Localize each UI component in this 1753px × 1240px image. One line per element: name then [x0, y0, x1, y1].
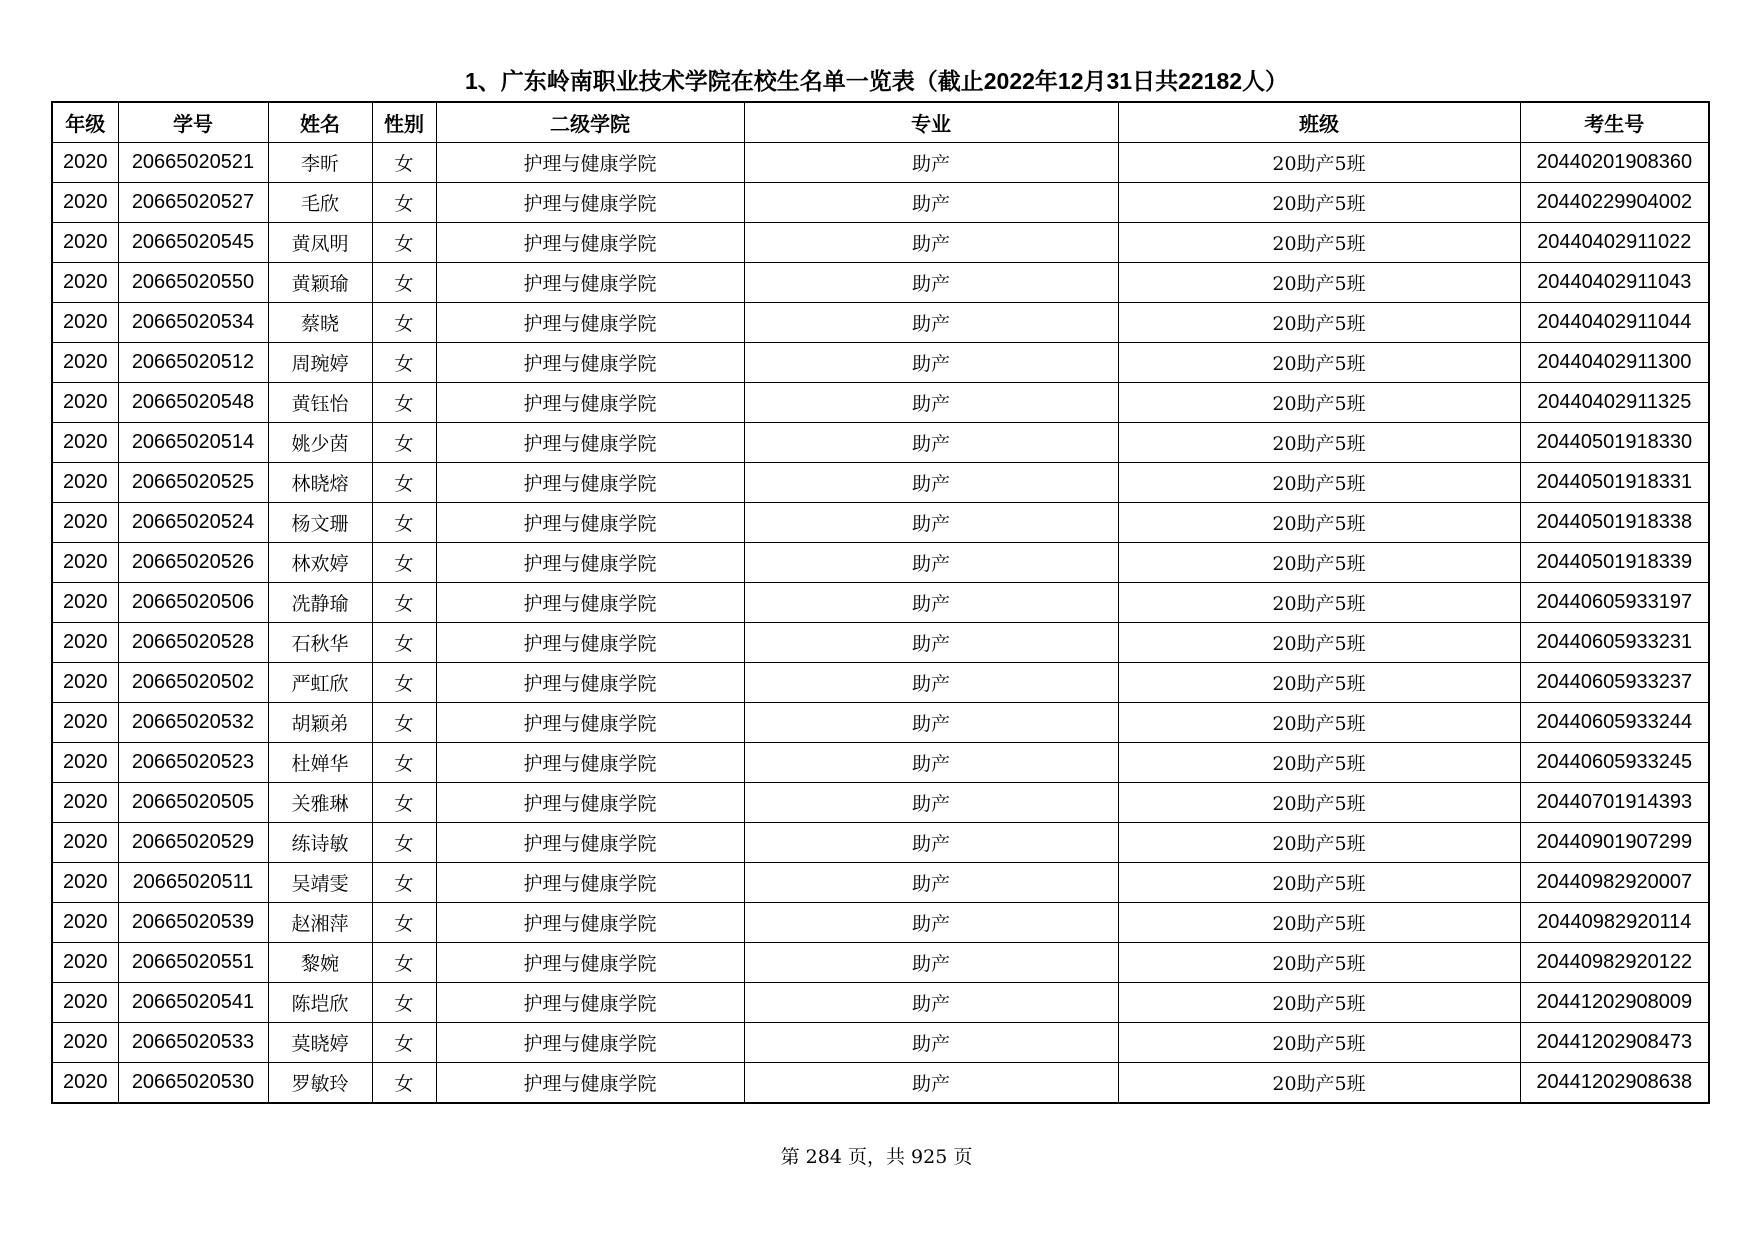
major-cell: 助产 — [744, 263, 1118, 303]
name-cell: 李昕 — [268, 143, 372, 183]
college-cell: 护理与健康学院 — [436, 183, 744, 223]
student-id-cell: 20665020541 — [118, 983, 268, 1023]
college-cell: 护理与健康学院 — [436, 223, 744, 263]
name-cell: 练诗敏 — [268, 823, 372, 863]
page-number-footer: 第 284 页，共 925 页 — [780, 1146, 973, 1168]
college-cell: 护理与健康学院 — [436, 903, 744, 943]
grade-cell: 2020 — [52, 1023, 118, 1063]
exam-id-cell: 20440402911043 — [1520, 263, 1709, 303]
grade-cell: 2020 — [52, 343, 118, 383]
class-cell: 20助产5班 — [1118, 143, 1520, 183]
college-cell: 护理与健康学院 — [436, 663, 744, 703]
gender-cell: 女 — [372, 503, 436, 543]
student-id-cell: 20665020532 — [118, 703, 268, 743]
exam-id-cell: 20440402911022 — [1520, 223, 1709, 263]
exam-id-cell: 20440501918331 — [1520, 463, 1709, 503]
major-cell: 助产 — [744, 983, 1118, 1023]
class-cell: 20助产5班 — [1118, 303, 1520, 343]
name-cell: 赵湘萍 — [268, 903, 372, 943]
major-cell: 助产 — [744, 743, 1118, 783]
table-row — [52, 583, 1709, 623]
student-id-cell: 20665020526 — [118, 543, 268, 583]
class-cell: 20助产5班 — [1118, 903, 1520, 943]
exam-id-cell: 20440901907299 — [1520, 823, 1709, 863]
grade-cell: 2020 — [52, 663, 118, 703]
exam-id-cell: 20440982920114 — [1520, 903, 1709, 943]
exam-id-cell: 20440402911044 — [1520, 303, 1709, 343]
major-cell: 助产 — [744, 463, 1118, 503]
exam-id-cell: 20440501918330 — [1520, 423, 1709, 463]
gender-cell: 女 — [372, 303, 436, 343]
class-cell: 20助产5班 — [1118, 423, 1520, 463]
exam-id-cell: 20440402911300 — [1520, 343, 1709, 383]
college-cell: 护理与健康学院 — [436, 303, 744, 343]
class-cell: 20助产5班 — [1118, 1023, 1520, 1063]
exam-id-cell: 20440501918339 — [1520, 543, 1709, 583]
class-cell: 20助产5班 — [1118, 463, 1520, 503]
table-row — [52, 183, 1709, 223]
exam-id-cell: 20440229904002 — [1520, 183, 1709, 223]
exam-id-cell: 20440982920007 — [1520, 863, 1709, 903]
class-cell: 20助产5班 — [1118, 623, 1520, 663]
table-row — [52, 983, 1709, 1023]
student-id-cell: 20665020506 — [118, 583, 268, 623]
table-row — [52, 503, 1709, 543]
grade-cell: 2020 — [52, 983, 118, 1023]
name-cell: 林欢婷 — [268, 543, 372, 583]
column-header-gender: 性别 — [372, 102, 436, 143]
exam-id-cell: 20441202908638 — [1520, 1063, 1709, 1104]
student-id-cell: 20665020511 — [118, 863, 268, 903]
gender-cell: 女 — [372, 263, 436, 303]
student-id-cell: 20665020525 — [118, 463, 268, 503]
student-id-cell: 20665020514 — [118, 423, 268, 463]
column-header-college: 二级学院 — [436, 102, 744, 143]
student-id-cell: 20665020512 — [118, 343, 268, 383]
gender-cell: 女 — [372, 343, 436, 383]
grade-cell: 2020 — [52, 583, 118, 623]
table-row — [52, 783, 1709, 823]
gender-cell: 女 — [372, 863, 436, 903]
major-cell: 助产 — [744, 343, 1118, 383]
grade-cell: 2020 — [52, 743, 118, 783]
grade-cell: 2020 — [52, 703, 118, 743]
table-row — [52, 623, 1709, 663]
gender-cell: 女 — [372, 223, 436, 263]
student-id-cell: 20665020529 — [118, 823, 268, 863]
grade-cell: 2020 — [52, 863, 118, 903]
major-cell: 助产 — [744, 383, 1118, 423]
student-id-cell: 20665020551 — [118, 943, 268, 983]
major-cell: 助产 — [744, 183, 1118, 223]
table-header-row — [52, 102, 1709, 143]
gender-cell: 女 — [372, 703, 436, 743]
major-cell: 助产 — [744, 663, 1118, 703]
college-cell: 护理与健康学院 — [436, 743, 744, 783]
major-cell: 助产 — [744, 823, 1118, 863]
student-id-cell: 20665020534 — [118, 303, 268, 343]
college-cell: 护理与健康学院 — [436, 823, 744, 863]
college-cell: 护理与健康学院 — [436, 783, 744, 823]
table-row — [52, 343, 1709, 383]
exam-id-cell: 20440605933245 — [1520, 743, 1709, 783]
class-cell: 20助产5班 — [1118, 743, 1520, 783]
class-cell: 20助产5班 — [1118, 503, 1520, 543]
major-cell: 助产 — [744, 903, 1118, 943]
exam-id-cell: 20440605933237 — [1520, 663, 1709, 703]
college-cell: 护理与健康学院 — [436, 1063, 744, 1104]
table-row — [52, 223, 1709, 263]
college-cell: 护理与健康学院 — [436, 423, 744, 463]
table-row — [52, 263, 1709, 303]
student-id-cell: 20665020548 — [118, 383, 268, 423]
name-cell: 石秋华 — [268, 623, 372, 663]
name-cell: 关雅琳 — [268, 783, 372, 823]
grade-cell: 2020 — [52, 623, 118, 663]
class-cell: 20助产5班 — [1118, 823, 1520, 863]
table-row — [52, 863, 1709, 903]
grade-cell: 2020 — [52, 543, 118, 583]
column-header-name: 姓名 — [268, 102, 372, 143]
major-cell: 助产 — [744, 783, 1118, 823]
grade-cell: 2020 — [52, 463, 118, 503]
table-row — [52, 143, 1709, 183]
exam-id-cell: 20440605933244 — [1520, 703, 1709, 743]
student-id-cell: 20665020502 — [118, 663, 268, 703]
college-cell: 护理与健康学院 — [436, 943, 744, 983]
student-id-cell: 20665020527 — [118, 183, 268, 223]
gender-cell: 女 — [372, 383, 436, 423]
name-cell: 吴靖雯 — [268, 863, 372, 903]
class-cell: 20助产5班 — [1118, 863, 1520, 903]
grade-cell: 2020 — [52, 223, 118, 263]
class-cell: 20助产5班 — [1118, 663, 1520, 703]
gender-cell: 女 — [372, 1023, 436, 1063]
college-cell: 护理与健康学院 — [436, 583, 744, 623]
grade-cell: 2020 — [52, 503, 118, 543]
class-cell: 20助产5班 — [1118, 343, 1520, 383]
college-cell: 护理与健康学院 — [436, 263, 744, 303]
grade-cell: 2020 — [52, 903, 118, 943]
class-cell: 20助产5班 — [1118, 183, 1520, 223]
student-id-cell: 20665020521 — [118, 143, 268, 183]
college-cell: 护理与健康学院 — [436, 343, 744, 383]
exam-id-cell: 20441202908473 — [1520, 1023, 1709, 1063]
student-id-cell: 20665020539 — [118, 903, 268, 943]
table-row — [52, 743, 1709, 783]
name-cell: 林晓熔 — [268, 463, 372, 503]
name-cell: 莫晓婷 — [268, 1023, 372, 1063]
student-id-cell: 20665020505 — [118, 783, 268, 823]
gender-cell: 女 — [372, 783, 436, 823]
student-id-cell: 20665020545 — [118, 223, 268, 263]
table-row — [52, 383, 1709, 423]
name-cell: 冼静瑜 — [268, 583, 372, 623]
table-row — [52, 943, 1709, 983]
gender-cell: 女 — [372, 183, 436, 223]
grade-cell: 2020 — [52, 423, 118, 463]
name-cell: 黎婉 — [268, 943, 372, 983]
major-cell: 助产 — [744, 1023, 1118, 1063]
exam-id-cell: 20441202908009 — [1520, 983, 1709, 1023]
table-row — [52, 703, 1709, 743]
name-cell: 严虹欣 — [268, 663, 372, 703]
major-cell: 助产 — [744, 863, 1118, 903]
major-cell: 助产 — [744, 423, 1118, 463]
college-cell: 护理与健康学院 — [436, 503, 744, 543]
major-cell: 助产 — [744, 1063, 1118, 1104]
name-cell: 周琬婷 — [268, 343, 372, 383]
college-cell: 护理与健康学院 — [436, 1023, 744, 1063]
name-cell: 罗敏玲 — [268, 1063, 372, 1104]
gender-cell: 女 — [372, 943, 436, 983]
college-cell: 护理与健康学院 — [436, 623, 744, 663]
student-roster-table — [51, 101, 1710, 1104]
class-cell: 20助产5班 — [1118, 703, 1520, 743]
major-cell: 助产 — [744, 703, 1118, 743]
table-row — [52, 823, 1709, 863]
grade-cell: 2020 — [52, 303, 118, 343]
major-cell: 助产 — [744, 623, 1118, 663]
gender-cell: 女 — [372, 983, 436, 1023]
major-cell: 助产 — [744, 303, 1118, 343]
gender-cell: 女 — [372, 583, 436, 623]
exam-id-cell: 20440402911325 — [1520, 383, 1709, 423]
college-cell: 护理与健康学院 — [436, 463, 744, 503]
major-cell: 助产 — [744, 503, 1118, 543]
class-cell: 20助产5班 — [1118, 543, 1520, 583]
name-cell: 陈垲欣 — [268, 983, 372, 1023]
gender-cell: 女 — [372, 1063, 436, 1104]
exam-id-cell: 20440501918338 — [1520, 503, 1709, 543]
gender-cell: 女 — [372, 823, 436, 863]
college-cell: 护理与健康学院 — [436, 703, 744, 743]
grade-cell: 2020 — [52, 1063, 118, 1104]
grade-cell: 2020 — [52, 263, 118, 303]
grade-cell: 2020 — [52, 143, 118, 183]
column-header-major: 专业 — [744, 102, 1118, 143]
gender-cell: 女 — [372, 903, 436, 943]
major-cell: 助产 — [744, 943, 1118, 983]
college-cell: 护理与健康学院 — [436, 983, 744, 1023]
table-row — [52, 463, 1709, 503]
grade-cell: 2020 — [52, 943, 118, 983]
gender-cell: 女 — [372, 743, 436, 783]
table-row — [52, 423, 1709, 463]
college-cell: 护理与健康学院 — [436, 383, 744, 423]
class-cell: 20助产5班 — [1118, 983, 1520, 1023]
major-cell: 助产 — [744, 583, 1118, 623]
table-row — [52, 903, 1709, 943]
class-cell: 20助产5班 — [1118, 783, 1520, 823]
exam-id-cell: 20440605933231 — [1520, 623, 1709, 663]
major-cell: 助产 — [744, 543, 1118, 583]
name-cell: 黄颖瑜 — [268, 263, 372, 303]
exam-id-cell: 20440701914393 — [1520, 783, 1709, 823]
table-body — [52, 143, 1709, 1104]
table-row — [52, 1023, 1709, 1063]
name-cell: 杜婵华 — [268, 743, 372, 783]
table-row — [52, 303, 1709, 343]
gender-cell: 女 — [372, 423, 436, 463]
name-cell: 杨文珊 — [268, 503, 372, 543]
major-cell: 助产 — [744, 223, 1118, 263]
grade-cell: 2020 — [52, 823, 118, 863]
student-id-cell: 20665020530 — [118, 1063, 268, 1104]
student-id-cell: 20665020550 — [118, 263, 268, 303]
gender-cell: 女 — [372, 623, 436, 663]
table-row — [52, 663, 1709, 703]
gender-cell: 女 — [372, 143, 436, 183]
column-header-exam-id: 考生号 — [1520, 102, 1709, 143]
gender-cell: 女 — [372, 663, 436, 703]
column-header-grade: 年级 — [52, 102, 118, 143]
name-cell: 黄钰怡 — [268, 383, 372, 423]
name-cell: 毛欣 — [268, 183, 372, 223]
grade-cell: 2020 — [52, 783, 118, 823]
table-row — [52, 1063, 1709, 1104]
exam-id-cell: 20440982920122 — [1520, 943, 1709, 983]
gender-cell: 女 — [372, 543, 436, 583]
class-cell: 20助产5班 — [1118, 583, 1520, 623]
class-cell: 20助产5班 — [1118, 1063, 1520, 1104]
exam-id-cell: 20440201908360 — [1520, 143, 1709, 183]
college-cell: 护理与健康学院 — [436, 863, 744, 903]
college-cell: 护理与健康学院 — [436, 543, 744, 583]
major-cell: 助产 — [744, 143, 1118, 183]
gender-cell: 女 — [372, 463, 436, 503]
student-id-cell: 20665020533 — [118, 1023, 268, 1063]
class-cell: 20助产5班 — [1118, 223, 1520, 263]
grade-cell: 2020 — [52, 383, 118, 423]
exam-id-cell: 20440605933197 — [1520, 583, 1709, 623]
name-cell: 黄凤明 — [268, 223, 372, 263]
name-cell: 姚少茵 — [268, 423, 372, 463]
student-id-cell: 20665020528 — [118, 623, 268, 663]
name-cell: 胡颖弟 — [268, 703, 372, 743]
name-cell: 蔡晓 — [268, 303, 372, 343]
college-cell: 护理与健康学院 — [436, 143, 744, 183]
grade-cell: 2020 — [52, 183, 118, 223]
class-cell: 20助产5班 — [1118, 383, 1520, 423]
table-row — [52, 543, 1709, 583]
column-header-class: 班级 — [1118, 102, 1520, 143]
page-title: 1、广东岭南职业技术学院在校生名单一览表（截止2022年12月31日共22182人） — [464, 68, 1289, 94]
student-id-cell: 20665020523 — [118, 743, 268, 783]
class-cell: 20助产5班 — [1118, 943, 1520, 983]
column-header-student-id: 学号 — [118, 102, 268, 143]
student-id-cell: 20665020524 — [118, 503, 268, 543]
class-cell: 20助产5班 — [1118, 263, 1520, 303]
